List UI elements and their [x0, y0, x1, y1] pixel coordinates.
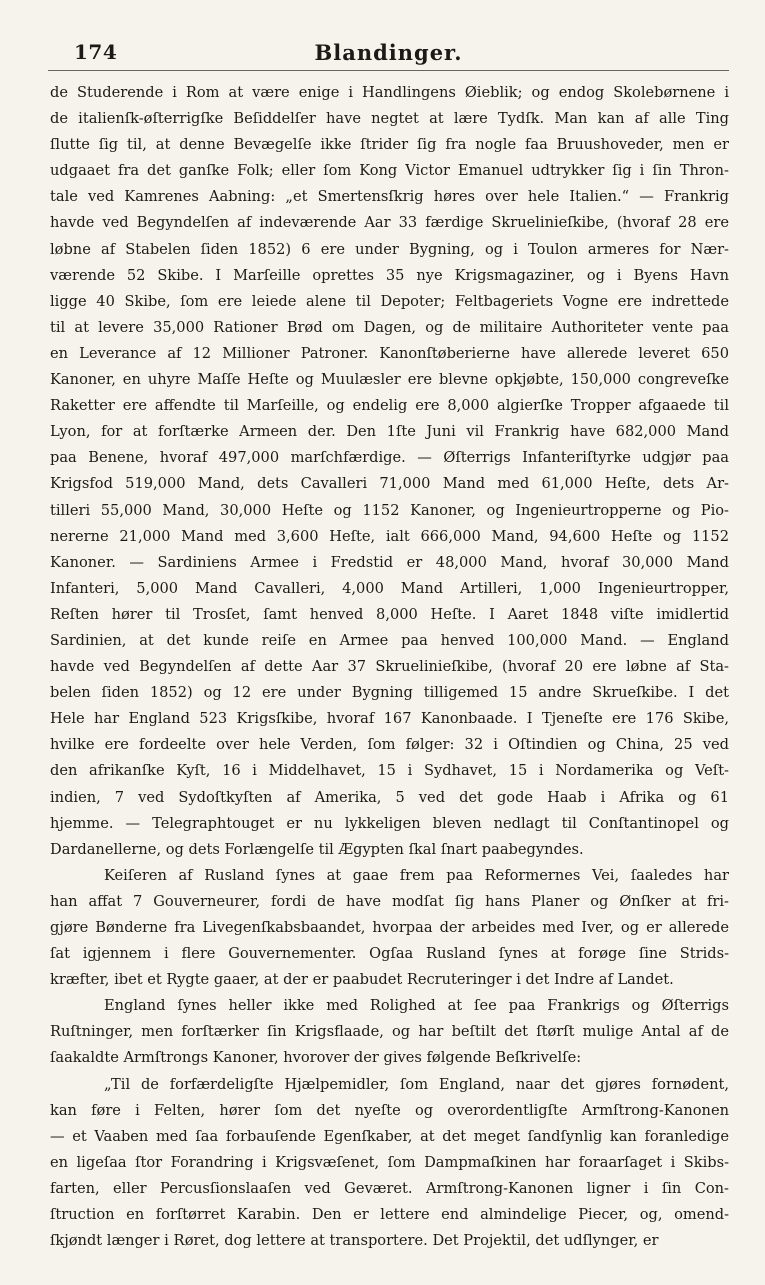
text-line: indien, 7 ved Sydoſtkyſten af Amerika, 5 ved det gode Haab i Afrika og 61 [50, 788, 729, 806]
text-line: „Til de forfærdeligſte Hjælpemidler, ſom England, naar det gjøres fornødent, [104, 1075, 729, 1093]
text-line: Keiſeren af Rusland ſynes at gaae frem paa Reformernes Vei, ſaaledes har [104, 866, 729, 884]
text-line: Hele har England 523 Krigsſkibe, hvoraf 167 Kanonbaade. I Tjeneſte ere 176 Skibe, [50, 710, 729, 728]
page-header [48, 30, 729, 71]
text-line: — et Vaaben med ſaa forbauſende Egenſkaber, at det meget ſandſynlig kan foranledige [50, 1127, 729, 1145]
text-line: Kanoner. — Sardiniens Armee i Fredstid er 48,000 Mand, hvoraf 30,000 Mand [50, 553, 729, 571]
text-line: værende 52 Skibe. I Marſeille oprettes 35 nye Krigsmagaziner, og i Byens Havn [50, 266, 729, 284]
text-line: Ruſtninger, men forſtærker ſin Krigsflaade, og har beſtilt det ſtørſt mulige Antal af de [50, 1023, 729, 1041]
text-line: tilleri 55,000 Mand, 30,000 Heſte og 1152 Kanoner, og Ingenieurtropperne og Pio- [50, 501, 729, 519]
text-line: Infanteri, 5,000 Mand Cavalleri, 4,000 Mand Artilleri, 1,000 Ingenieurtropper, [50, 579, 729, 597]
text-line: hvilke ere fordeelte over hele Verden, ſom følger: 32 i Oſtindien og China, 25 ved [50, 736, 729, 754]
text-line: tale ved Kamrenes Aabning: „et Smertensſkrig høres over hele Italien.“ — Frankrig [50, 188, 729, 206]
text-line: ſaakaldte Armſtrongs Kanoner, hvorover der gives følgende Beſkrivelſe: [50, 1049, 582, 1067]
text-line: Krigsfod 519,000 Mand, dets Cavalleri 71,000 Mand med 61,000 Heſte, dets Ar- [50, 475, 729, 493]
page-number: 174 [74, 40, 118, 64]
text-line: løbne af Stabelen ſiden 1852) 6 ere under Bygning, og i Toulon armeres for Nær- [50, 240, 729, 258]
text-line: farten, eller Percusſionslaaſen ved Geværet. Armſtrong-Kanonen ligner i ſin Con- [50, 1179, 729, 1197]
text-line: ſlutte ſig til, at denne Bevægelſe ikke ſtrider ſig fra nogle faa Bruushoveder, men er [50, 136, 729, 154]
text-line: Sardinien, at det kunde reiſe en Armee paa henved 100,000 Mand. — England [50, 631, 729, 649]
text-line: Lyon, for at forſtærke Armeen der. Den 1ſte Juni vil Frankrig have 682,000 Mand [50, 423, 729, 441]
text-line: de Studerende i Rom at være enige i Handlingens Øieblik; og endog Skolebørnene i [50, 84, 729, 101]
text-line: ſkjøndt længer i Røret, dog lettere at transportere. Det Projektil, det udſlynger, er [50, 1232, 659, 1250]
text-line: ſat igjennem i flere Gouvernementer. Ogſaa Rusland ſynes at forøge ſine Strids- [50, 945, 729, 963]
body-text [50, 80, 729, 1254]
text-line: den afrikanſke Kyſt, 16 i Middelhavet, 15 i Sydhavet, 15 i Nordamerika og Veſt- [50, 762, 729, 780]
text-line: kræfter, ibet et Rygte gaaer, at der er paabudet Recruteringer i det Indre af Landet. [50, 971, 674, 989]
text-line: en Leverance af 12 Millioner Patroner. Kanonſtøberierne have allerede leveret 650 [50, 344, 729, 362]
text-line: Raketter ere affendte til Marſeille, og endelig ere 8,000 algierſke Tropper afgaaede til [50, 397, 729, 415]
text-line: de italienſk-øſterrigſke Beſiddelſer have negtet at lære Tydſk. Man kan af alle Ting [50, 110, 729, 128]
text-line: paa Benene, hvoraf 497,000 marſchfærdige. — Øſterrigs Infanteriſtyrke udgjør paa [50, 449, 729, 467]
text-line: gjøre Bønderne fra Livegenſkabsbaandet, hvorpaa der arbeides med Iver, og er allerede [50, 919, 729, 936]
text-line: havde ved Begyndelſen af indeværende Aar 33 færdige Skruelinieſkibe, (hvoraf 28 ere [50, 214, 729, 232]
text-line: kan føre i Felten, hører ſom det nyeſte og overordentligſte Armſtrong-Kanonen [50, 1101, 729, 1119]
text-line: han affat 7 Gouverneurer, fordi de have modſat ſig hans Planer og Ønſker at fri- [50, 892, 729, 910]
text-line: havde ved Begyndelſen af dette Aar 37 Skruelinieſkibe, (hvoraf 20 ere løbne af Sta- [50, 658, 729, 676]
text-line: ſtruction en forſtørret Karabin. Den er lettere end almindelige Piecer, og, omend- [50, 1206, 729, 1224]
text-line: udgaaet fra det ganſke Folk; eller ſom Kong Victor Emanuel udtrykker ſig i ſin Thron- [50, 162, 729, 180]
text-line: en ligeſaa ſtor Forandring i Krigsvæſenet, ſom Dampmaſkinen har foraarſaget i Skibs- [50, 1153, 729, 1171]
text-line: ligge 40 Skibe, ſom ere leiede alene til Depoter; Feltbageriets Vogne ere indrettede [50, 292, 729, 310]
text-line: Reſten hører til Trosſet, ſamt henved 8,000 Heſte. I Aaret 1848 viſte imidlertid [50, 605, 729, 623]
text-line: nererne 21,000 Mand med 3,600 Heſte, ialt 666,000 Mand, 94,600 Heſte og 1152 [50, 527, 729, 545]
text-line: til at levere 35,000 Rationer Brød om Dagen, og de militaire Authoriteter vente paa [50, 318, 729, 336]
text-line: Kanoner, en uhyre Maſſe Heſte og Muulæsler ere blevne opkjøbte, 150,000 congreveſke [50, 371, 729, 389]
text-line: belen ſiden 1852) og 12 ere under Bygning tilligemed 15 andre Skrueſkibe. I det [50, 684, 729, 702]
text-line: Dardanellerne, og dets Forlængelſe til Ægypten ſkal ſnart paabegyndes. [50, 840, 584, 858]
text-line: hjemme. — Telegraphtouget er nu lykkeligen bleven nedlagt til Conſtantinopel og [50, 814, 729, 832]
text-line: England ſynes heller ikke med Rolighed at ſee paa Frankrigs og Øſterrigs [104, 997, 729, 1015]
running-head: Blandinger. [314, 40, 463, 65]
